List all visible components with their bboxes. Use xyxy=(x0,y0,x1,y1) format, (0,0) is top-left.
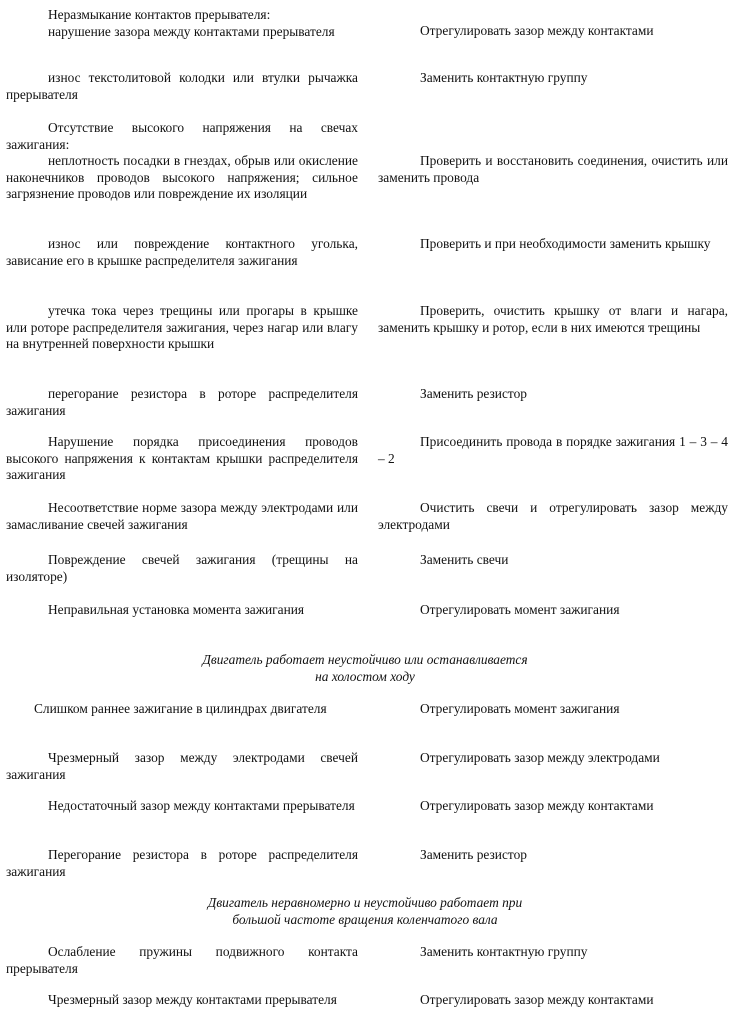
fault-cause xyxy=(6,434,358,484)
fault-cause xyxy=(6,847,358,880)
fault-cause xyxy=(6,750,358,783)
section-heading-line: Двигатель работает неустойчиво или останавливается xyxy=(202,652,528,667)
fault-remedy xyxy=(378,153,728,186)
remedy-text: Заменить резистор xyxy=(420,847,527,862)
remedy-text: Заменить контактную группу xyxy=(420,944,588,959)
remedy-text: Проверить и восстановить соединения, очистить или заменить провода xyxy=(378,153,728,185)
fault-remedy xyxy=(378,303,728,336)
section-heading-line: на холостом ходу xyxy=(315,668,415,684)
fault-remedy xyxy=(378,500,728,533)
cause-text: износ текстолитовой колодки или втулки рычажка прерывателя xyxy=(6,70,358,102)
section-heading-idle xyxy=(120,652,610,685)
remedy-text: Отрегулировать момент зажигания xyxy=(420,701,620,716)
section-heading-line: большой частоте вращения коленчатого вала xyxy=(232,911,498,927)
cause-text: Нарушение порядка присоединения проводов высокого напряжения к контактам крышки распределителя зажигания xyxy=(6,434,358,483)
fault-cause xyxy=(6,552,358,585)
cause-text: Недостаточный зазор между контактами прерывателя xyxy=(48,798,355,813)
section-heading-high-speed xyxy=(120,895,610,928)
fault-remedy xyxy=(378,992,728,1009)
remedy-text: Заменить свечи xyxy=(420,552,509,567)
remedy-text: Проверить, очистить крышку от влаги и нагара, заменить крышку и ротор, если в них имеются трещины xyxy=(378,303,728,335)
fault-remedy xyxy=(378,847,728,864)
cause-text: Неправильная установка момента зажигания xyxy=(48,602,305,617)
cause-text: Несоответствие норме зазора между электродами или замасливание свечей зажигания xyxy=(6,500,358,532)
cause-text: утечка тока через трещины или прогары в крышке или роторе распределителя зажигания, через нагар или влагу на внутренней поверхности крышки xyxy=(6,303,358,352)
remedy-text: Отрегулировать зазор между контактами xyxy=(420,992,654,1007)
cause-text: нарушение зазора между контактами прерывателя xyxy=(48,23,335,39)
remedy-text: Очистить свечи и отрегулировать зазор между электродами xyxy=(378,500,728,532)
fault-cause xyxy=(6,944,358,977)
fault-cause xyxy=(6,500,358,533)
fault-remedy xyxy=(378,750,728,767)
cause-text: Перегорание резистора в роторе распределителя зажигания xyxy=(6,847,358,879)
fault-remedy xyxy=(378,434,728,467)
cause-heading-text: Отсутствие высокого напряжения на свечах зажигания: xyxy=(6,120,358,152)
remedy-text: Отрегулировать зазор между контактами xyxy=(420,23,654,38)
fault-cause xyxy=(6,303,358,353)
fault-cause xyxy=(6,7,358,40)
remedy-text: Присоединить провода в порядке зажигания 1 – 3 – 4 – 2 xyxy=(378,434,728,466)
fault-cause xyxy=(6,602,358,619)
cause-text: Чрезмерный зазор между электродами свечей зажигания xyxy=(6,750,358,782)
fault-remedy xyxy=(378,701,728,718)
cause-text: Повреждение свечей зажигания (трещины на изоляторе) xyxy=(6,552,358,584)
cause-text: перегорание резистора в роторе распределителя зажигания xyxy=(6,386,358,418)
fault-remedy xyxy=(378,70,728,87)
fault-cause xyxy=(6,236,358,269)
cause-text: Чрезмерный зазор между контактами прерывателя xyxy=(48,992,337,1007)
fault-remedy xyxy=(378,602,728,619)
fault-remedy xyxy=(378,386,728,403)
fault-cause xyxy=(6,798,358,815)
cause-text: неплотность посадки в гнездах, обрыв или окисление наконечников проводов высокого напряжения; сильное загрязнение проводов или повреждение их изоляции xyxy=(6,153,358,202)
fault-remedy xyxy=(378,944,728,961)
fault-remedy xyxy=(378,236,728,253)
fault-remedy xyxy=(378,23,728,40)
cause-text: Ослабление пружины подвижного контакта прерывателя xyxy=(6,944,358,976)
fault-remedy xyxy=(378,552,728,569)
fault-cause xyxy=(6,70,358,103)
remedy-text: Отрегулировать зазор между электродами xyxy=(420,750,660,765)
section-heading-line: Двигатель неравномерно и неустойчиво работает при xyxy=(207,895,523,910)
fault-cause xyxy=(6,386,358,419)
remedy-text: Заменить резистор xyxy=(420,386,527,401)
remedy-text: Заменить контактную группу xyxy=(420,70,588,85)
cause-text: Слишком раннее зажигание в цилиндрах двигателя xyxy=(34,701,327,716)
cause-text: износ или повреждение контактного уголька, зависание его в крышке распределителя зажигания xyxy=(6,236,358,268)
remedy-text: Отрегулировать момент зажигания xyxy=(420,602,620,617)
remedy-text: Проверить и при необходимости заменить крышку xyxy=(420,236,711,251)
fault-cause xyxy=(6,120,358,203)
fault-remedy xyxy=(378,798,728,815)
remedy-text: Отрегулировать зазор между контактами xyxy=(420,798,654,813)
fault-cause xyxy=(6,701,358,718)
cause-heading-text: Неразмыкание контактов прерывателя: xyxy=(48,7,271,22)
fault-cause xyxy=(6,992,358,1009)
